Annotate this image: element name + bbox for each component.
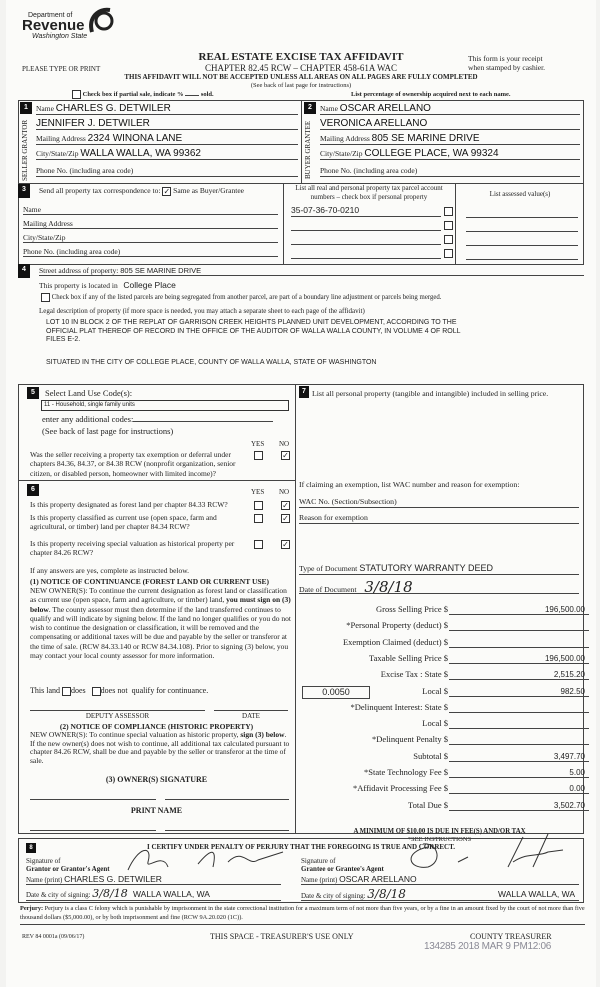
- fee-row: [306, 650, 589, 664]
- grantor-sig-label-2: Grantor or Grantor's Agent: [26, 865, 110, 873]
- legal-label: Legal description of property (if more space is needed, you may attach a separate sheet to each page of the affidavit): [39, 307, 365, 315]
- fee-label: Taxable Selling Price $: [369, 652, 448, 663]
- grantee-signature[interactable]: [398, 832, 568, 872]
- owner-signature-line-1[interactable]: [30, 799, 156, 800]
- grantee-name-label: Name (print): [301, 876, 338, 884]
- same-as-buyer-checkbox[interactable]: ✓: [163, 186, 171, 196]
- notice2-bold: sign (3) below: [240, 730, 285, 739]
- deputy-assessor-sig-line[interactable]: [30, 710, 205, 711]
- buyer-phone-label: Phone No. (including area code): [320, 166, 418, 175]
- grantor-name-label: Name (print): [26, 876, 63, 884]
- fee-row: [306, 780, 589, 794]
- perjury-bold: Perjury:: [20, 905, 44, 912]
- if-yes-note: If any answers are yes, complete as instructed below.: [30, 566, 190, 575]
- perjury-notice: [20, 905, 585, 925]
- sec3-name-field[interactable]: [23, 205, 278, 215]
- receipt-note-2: when stamped by cashier.: [468, 63, 546, 72]
- fee-value[interactable]: [449, 728, 589, 729]
- fee-value[interactable]: 2,515.20: [449, 670, 589, 680]
- grantee-sig-label-2: Grantee or Grantee's Agent: [301, 865, 384, 873]
- owner-signature-line-2[interactable]: [165, 799, 289, 800]
- parcel-number-field[interactable]: [291, 205, 441, 217]
- seller-side-label: SELLER GRANTOR: [21, 119, 29, 181]
- seller-city-label: City/State/Zip: [36, 149, 79, 158]
- forest-no-checkbox[interactable]: ✓: [282, 501, 289, 510]
- local-rate-field[interactable]: 0.0050: [302, 686, 370, 699]
- warning-text: THIS AFFIDAVIT WILL NOT BE ACCEPTED UNLESS ALL AREAS ON ALL PAGES ARE FULLY COMPLETED: [124, 73, 478, 81]
- dor-emblem-icon: [86, 6, 116, 34]
- land-use-select[interactable]: 11 - Household, single family units: [41, 400, 289, 411]
- section-3-badge: 3: [18, 184, 30, 198]
- fee-value[interactable]: [449, 712, 589, 713]
- logo-name: Revenue: [22, 17, 85, 34]
- grantor-print-name[interactable]: CHARLES G. DETWILER: [64, 874, 162, 884]
- current-use-yes-checkbox[interactable]: [254, 514, 263, 523]
- fee-value[interactable]: 196,500.00: [449, 654, 589, 664]
- dor-logo: [22, 12, 87, 40]
- buyer-name-1[interactable]: OSCAR ARELLANO: [339, 103, 431, 114]
- partial-percent-field[interactable]: [185, 95, 199, 96]
- print-name-label: PRINT NAME: [130, 806, 183, 815]
- seller-name-1[interactable]: CHARLES G. DETWILER: [55, 103, 171, 114]
- buyer-name-label: Name: [320, 104, 338, 113]
- fee-label: Gross Selling Price $: [375, 604, 448, 614]
- current-use-no-checkbox[interactable]: ✓: [282, 514, 289, 523]
- section-7-badge: 7: [299, 386, 309, 398]
- seller-address[interactable]: 2324 WINONA LANE: [87, 133, 183, 144]
- seller-addr-label: Mailing Address: [36, 134, 86, 143]
- receipt-note-1: This form is your receipt: [468, 54, 543, 63]
- does-checkbox[interactable]: [62, 687, 71, 696]
- does-not-checkbox[interactable]: [92, 687, 101, 696]
- send-label: Send all property tax correspondence to:: [39, 186, 161, 195]
- assessed-value-field[interactable]: [466, 259, 578, 260]
- parcel-number[interactable]: 35-07-36-70-0210: [291, 205, 360, 215]
- forest-land-question: Is this property designated as forest land per chapter 84.33 RCW?: [30, 500, 228, 509]
- grantee-sign-date[interactable]: 3/8/18: [367, 887, 406, 901]
- fee-label: *Delinquent Interest: State $: [350, 701, 448, 712]
- document-date[interactable]: 3/8/18: [364, 578, 413, 596]
- sec5-see-back: (See back of last page for instructions): [42, 426, 174, 436]
- document-type[interactable]: STATUTORY WARRANTY DEED: [359, 563, 493, 573]
- sec6-yes-header: YES: [251, 488, 265, 496]
- additional-codes-label: enter any additional codes:: [42, 414, 134, 424]
- sec6-no-header: NO: [279, 488, 290, 496]
- fee-label: Subtotal $: [413, 750, 448, 761]
- fee-row: [306, 699, 589, 713]
- grantee-sign-city[interactable]: WALLA WALLA, WA: [498, 889, 575, 899]
- notice2-text-b: . If the new owner(s) does not wish to continue, all additional tax calculated pursuant to chapter 84.26 RCW, shall be due and payable by the seller or transferor at the time of sale.: [30, 730, 290, 765]
- does-not-label: does not: [100, 686, 128, 695]
- seller-name-2[interactable]: JENNIFER J. DETWILER: [36, 118, 150, 129]
- fee-label: *Delinquent Penalty $: [371, 734, 448, 745]
- property-location[interactable]: College Place: [123, 280, 176, 290]
- fee-label: *State Technology Fee $: [364, 767, 448, 777]
- fee-row: [306, 601, 589, 615]
- grantor-sign-date[interactable]: 3/8/18: [92, 887, 128, 900]
- sec3-address-field[interactable]: [23, 219, 278, 229]
- grantee-date-city-label: Date & city of signing:: [301, 892, 366, 900]
- exemption-no-checkbox[interactable]: ✓: [282, 451, 289, 460]
- grantor-date-city-label: Date & city of signing:: [26, 891, 91, 899]
- buyer-name-2[interactable]: VERONICA ARELLANO: [320, 118, 428, 129]
- doc-type-label: Type of Document: [299, 564, 358, 573]
- fee-row: [306, 764, 589, 778]
- seller-city[interactable]: WALLA WALLA, WA 99362: [80, 148, 201, 159]
- fee-value[interactable]: [449, 630, 589, 631]
- buyer-city-label: City/State/Zip: [320, 149, 363, 158]
- legal-situated[interactable]: SITUATED IN THE CITY OF COLLEGE PLACE, COUNTY OF WALLA WALLA, STATE OF WASHINGTON: [46, 359, 377, 366]
- grantor-signature[interactable]: [118, 842, 288, 874]
- wac-label: WAC No. (Section/Subsection): [299, 497, 397, 506]
- personal-property-label: List all personal property (tangible and intangible) included in selling price.: [312, 389, 549, 398]
- historic-no-checkbox[interactable]: ✓: [282, 540, 289, 549]
- land-use-label: Select Land Use Code(s):: [45, 388, 133, 398]
- this-land-label: This land: [30, 686, 60, 695]
- fee-row: [306, 748, 589, 762]
- buyer-address[interactable]: 805 SE MARINE DRIVE: [371, 133, 480, 144]
- additional-codes-field[interactable]: [133, 421, 273, 422]
- ownership-note: List percentage of ownership acquired next to each name.: [351, 91, 511, 98]
- buyer-side-label: BUYER GRANTEE: [304, 120, 312, 180]
- sec5-yes-header: YES: [251, 440, 265, 448]
- please-type: PLEASE TYPE OR PRINT: [22, 65, 101, 73]
- fee-label: Exemption Claimed (deduct) $: [342, 636, 448, 647]
- perjury-text: Perjury is a class C felony which is punishable by imprisonment in the state correctional institution for a maximum term of not more than five years, or by a fine in an amount fixed by the court of not more than five thousand dollars ($5,000.00), or by both imprisonment and fine (RCW 9A.20.020 (1C)).: [20, 905, 585, 921]
- segregated-label: Check box if any of the listed parcels are being segregated from another parcel, are part of a boundary line adjustment or parcels being merged.: [51, 294, 442, 302]
- reason-label: Reason for exemption: [299, 513, 368, 522]
- assessor-date-line[interactable]: [214, 710, 288, 711]
- fee-value[interactable]: [449, 647, 589, 648]
- personal-property-checkbox[interactable]: [444, 207, 453, 216]
- partial-sale-label: Check box if partial sale, indicate %: [82, 90, 184, 98]
- treasurer-space-label: THIS SPACE - TREASURER'S USE ONLY: [210, 932, 354, 941]
- notice1-text-a: NEW OWNER(S): To continue the current designation as forest land or classification as current use (open space, farm and agriculture, or timber) land,: [30, 586, 287, 605]
- assessed-header: List assessed value(s): [489, 190, 551, 198]
- exemption-question: Was the seller receiving a property tax exemption or deferral under chapters 84.36, 84.37, or 84.38 RCW (nonprofit organization, senior citizen, or disabled person, homeowner with limited income)?: [30, 450, 236, 478]
- sec3-addr-label: Mailing Address: [23, 219, 73, 228]
- current-use-question: Is this property classified as current use (open space, farm and agricultural, or timber) land per chapter 84.34 RCW?: [30, 513, 217, 532]
- see-instructions-note: *SEE INSTRUCTIONS: [407, 836, 472, 843]
- sec3-name-label: Name: [23, 205, 41, 214]
- section-6-badge: 6: [27, 484, 39, 496]
- fee-label: *Affidavit Processing Fee $: [353, 783, 448, 794]
- sec5-no-header: NO: [279, 440, 290, 448]
- fee-value[interactable]: [449, 744, 589, 745]
- historic-question: Is this property receiving special valuation as historical property per chapter 84.26 RCW?: [30, 539, 235, 558]
- grantor-sign-city[interactable]: WALLA WALLA, WA: [132, 889, 210, 899]
- notice1-text-b: . The county assessor must then determine if the land transferred continues to qualify and will indicate by signing below. If the land no longer qualifies or you do not wish to continue the designation or classification, it will be removed and the compensating or additional taxes will be due and payable by the seller or transferor at the time of sale. (RCW 84.33.140 or RCW 84.34.108). Prior to signing (3) below, you may contact your local county assessor for more information.: [30, 604, 291, 661]
- fee-value[interactable]: 5.00: [449, 768, 589, 778]
- deputy-assessor-label: DEPUTY ASSESSOR: [85, 712, 150, 720]
- fee-value[interactable]: 3,497.70: [449, 752, 589, 762]
- fee-row: [306, 634, 589, 648]
- form-subtitle: CHAPTER 82.45 RCW – CHAPTER 458-61A WAC: [205, 63, 397, 73]
- wac-field[interactable]: [299, 497, 579, 508]
- seller-name-label: Name: [36, 104, 54, 113]
- logo-state: Washington State: [32, 33, 88, 40]
- reason-field[interactable]: [299, 513, 579, 524]
- fee-label: Total Due $: [407, 799, 448, 810]
- exemption-claim-label: If claiming an exemption, list WAC number and reason for exemption:: [299, 480, 520, 489]
- fee-label: Excise Tax : State $: [380, 669, 448, 680]
- section-1-badge: 1: [20, 102, 32, 114]
- section-4-badge: 4: [18, 264, 30, 278]
- sec3-phone-label: Phone No. (including area code): [23, 247, 121, 256]
- county-treasurer-label: COUNTY TREASURER: [470, 932, 552, 941]
- sec3-city-field[interactable]: [23, 233, 278, 243]
- parcel-number-field[interactable]: [291, 233, 441, 245]
- partial-sale-checkbox[interactable]: [72, 90, 81, 99]
- logo-dept: Department of: [28, 12, 73, 19]
- property-street[interactable]: 805 SE MARINE DRIVE: [120, 266, 202, 275]
- assessed-value-field[interactable]: [466, 245, 578, 246]
- qualify-label: qualify for continuance.: [131, 686, 209, 695]
- fee-value[interactable]: 982.50: [449, 687, 589, 697]
- notice-compliance-title: (2) NOTICE OF COMPLIANCE (HISTORIC PROPERTY): [59, 722, 254, 731]
- exemption-yes-checkbox[interactable]: [254, 451, 263, 460]
- notice-continuance-title: (1) NOTICE OF CONTINUANCE (FOREST LAND OR CURRENT USE): [30, 577, 270, 586]
- section-5-badge: 5: [27, 387, 39, 399]
- section-8-badge: 8: [26, 843, 36, 853]
- see-back-note: (See back of last page for instructions): [250, 82, 352, 89]
- does-label: does: [71, 686, 86, 695]
- fee-row: [306, 731, 589, 745]
- fee-row: [306, 666, 589, 680]
- parcel-number-field[interactable]: [291, 219, 441, 231]
- owner-signature-title: (3) OWNER(S) SIGNATURE: [105, 775, 208, 784]
- sold-label: sold.: [200, 90, 214, 98]
- historic-yes-checkbox[interactable]: [254, 540, 263, 549]
- fee-label: Local $: [422, 718, 448, 729]
- fee-value[interactable]: 196,500.00: [449, 605, 589, 615]
- minimum-due-note: A MINIMUM OF $10.00 IS DUE IN FEE(S) AND/OR TAX: [353, 828, 526, 835]
- assessed-value-field[interactable]: [466, 217, 578, 218]
- fee-label: Local $: [422, 685, 448, 696]
- grantee-sig-label-1: Signature of: [301, 857, 336, 865]
- doc-date-label: Date of Document: [299, 585, 357, 594]
- street-label: Street address of property:: [39, 266, 119, 275]
- sec3-city-label: City/State/Zip: [23, 233, 66, 242]
- seller-phone-label: Phone No. (including area code): [36, 166, 134, 175]
- forest-yes-checkbox[interactable]: [254, 501, 263, 510]
- form-number: REV 84 0001a (09/06/17): [22, 934, 85, 940]
- buyer-addr-label: Mailing Address: [320, 134, 370, 143]
- buyer-city[interactable]: COLLEGE PLACE, WA 99324: [364, 148, 499, 159]
- grantor-sig-label-1: Signature of: [26, 857, 61, 865]
- grantee-print-name[interactable]: OSCAR ARELLANO: [339, 874, 417, 884]
- personal-property-checkbox[interactable]: [444, 235, 453, 244]
- notice2-text-a: NEW OWNER(S): To continue special valuation as historic property,: [30, 730, 239, 739]
- same-as-buyer-label: Same as Buyer/Grantee: [173, 186, 244, 195]
- personal-property-checkbox[interactable]: [444, 249, 453, 258]
- located-label: This property is located in: [39, 281, 118, 290]
- notice1-bold: you must sign on (3) below: [30, 595, 291, 614]
- form-title: REAL ESTATE EXCISE TAX AFFIDAVIT: [198, 51, 404, 63]
- fee-label: *Personal Property (deduct) $: [346, 620, 448, 631]
- legal-description[interactable]: LOT 10 IN BLOCK 2 OF THE REPLAT OF GARRISON CREEK HEIGHTS PLANNED UNIT DEVELOPMENT, ACCORDING TO THE OFFICIAL PLAT THEREOF OF RECORD IN THE OFFICE OF THE AUDITOR OF WALLA WALLA COUNTY, IN VOLUME 4 OF ROLL FILES E-2.: [46, 319, 461, 343]
- fee-row: [306, 617, 589, 631]
- parcel-number-field[interactable]: [291, 247, 441, 259]
- assessed-value-field[interactable]: [466, 231, 578, 232]
- fee-value[interactable]: 0.00: [449, 784, 589, 794]
- fee-value[interactable]: 3,502.70: [449, 801, 589, 811]
- certify-statement: I CERTIFY UNDER PENALTY OF PERJURY THAT THE FOREGOING IS TRUE AND CORRECT.: [146, 843, 455, 851]
- fee-row: [306, 715, 589, 729]
- treasurer-stamp: 134285 2018 MAR 9 PM12:06: [424, 941, 552, 952]
- fee-row: [306, 797, 589, 811]
- affidavit-page: [6, 0, 596, 987]
- fee-row: [306, 683, 589, 697]
- sec3-phone-field[interactable]: [23, 247, 278, 257]
- section-2-badge: 2: [304, 102, 316, 114]
- segregated-checkbox[interactable]: [41, 293, 50, 302]
- assessor-date-label: DATE: [242, 712, 260, 720]
- parcel-header: List all real and personal property tax parcel account numbers – check box if personal property: [295, 184, 443, 201]
- personal-property-checkbox[interactable]: [444, 221, 453, 230]
